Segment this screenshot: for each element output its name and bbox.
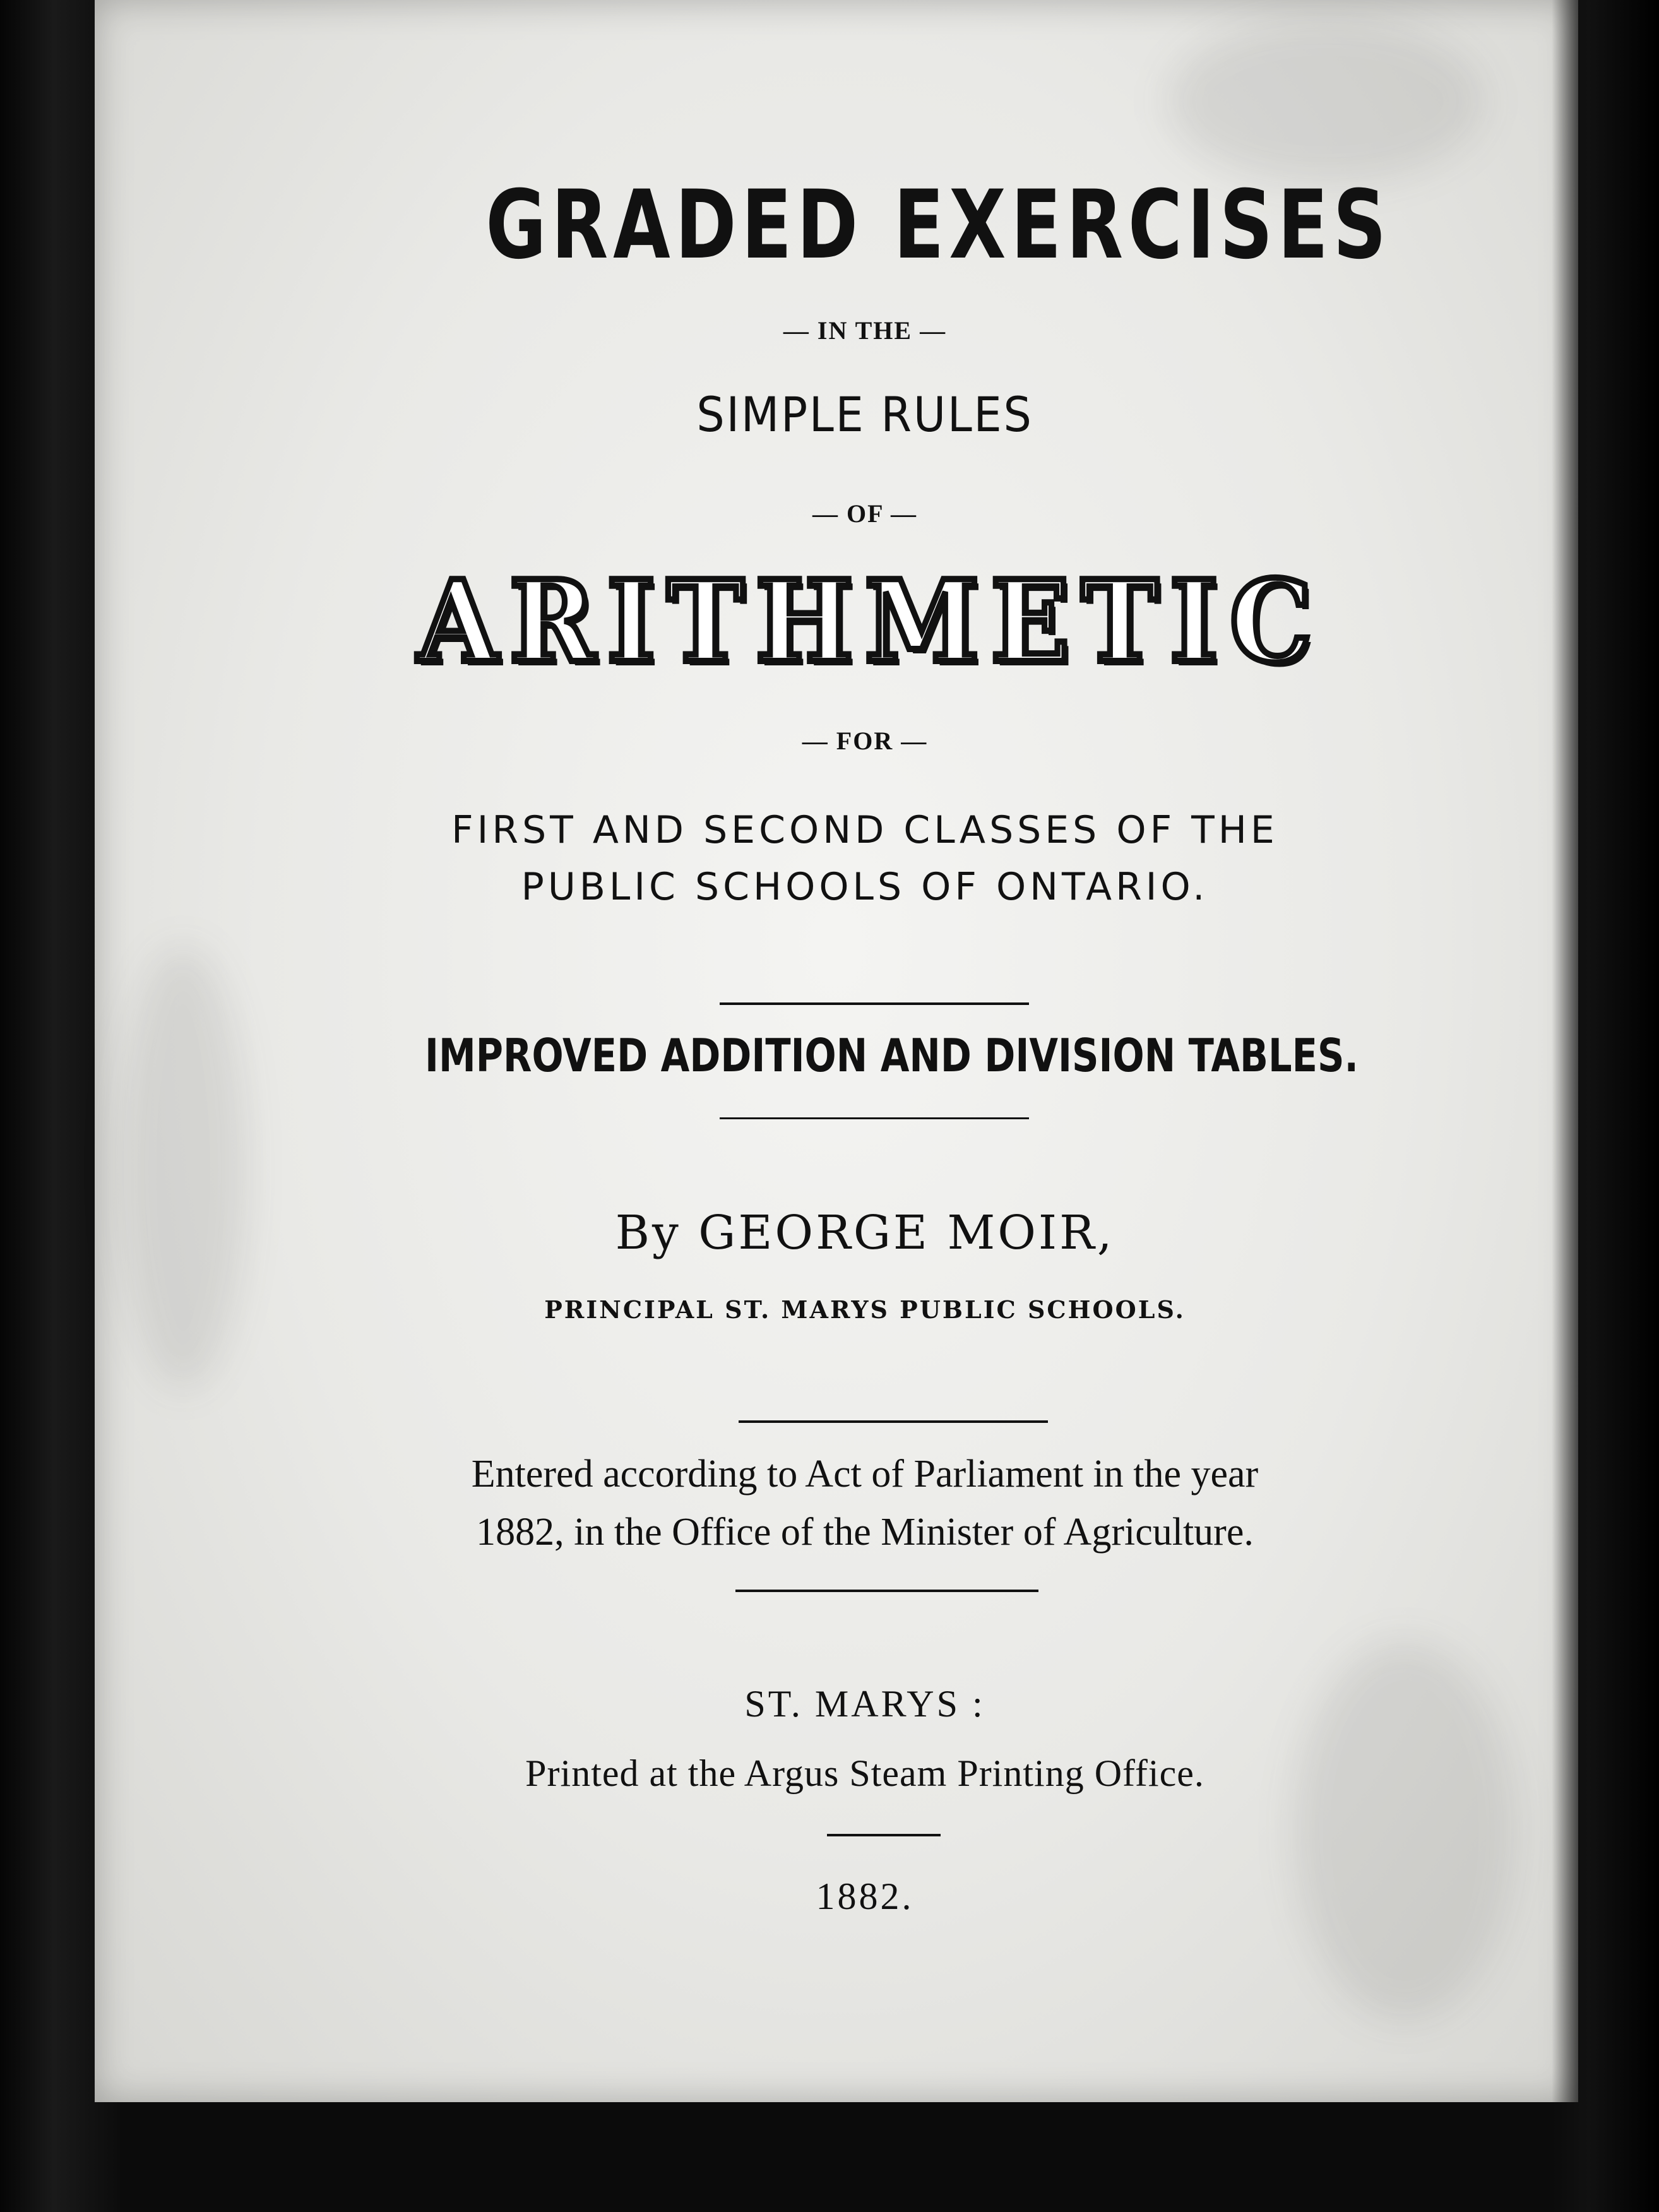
tables-line: IMPROVED ADDITION AND DIVISION TABLES.	[425, 1029, 1359, 1082]
copyright-line-2: 1882, in the Office of the Minister of Agriculture.	[476, 1511, 1254, 1554]
printer-line: Printed at the Argus Steam Printing Office.	[525, 1752, 1204, 1794]
divider-rule	[720, 1002, 1029, 1005]
title-page-content	[379, 0, 1391, 2212]
connector-for: — FOR —	[802, 727, 928, 755]
divider-rule	[735, 1590, 1038, 1592]
connector-in-the: — IN THE —	[783, 316, 947, 345]
divider-rule	[827, 1834, 941, 1836]
book-title: GRADED EXERCISES	[485, 170, 1391, 280]
scan-border-right	[1552, 0, 1659, 2212]
audience-line-1: FIRST AND SECOND CLASSES OF THE	[451, 808, 1278, 852]
stain-decoration	[120, 947, 246, 1389]
book-main-word: ARITHMETIC	[417, 556, 1324, 687]
book-subtitle: SIMPLE RULES	[696, 386, 1033, 443]
connector-of: — OF —	[812, 499, 918, 528]
author-position: PRINCIPAL ST. MARYS PUBLIC SCHOOLS.	[544, 1295, 1186, 1324]
audience-line-2: PUBLIC SCHOOLS OF ONTARIO.	[521, 865, 1209, 909]
publication-year: 1882.	[816, 1876, 914, 1917]
divider-rule	[739, 1420, 1048, 1423]
author-line: By GEORGE MOIR,	[615, 1206, 1115, 1260]
copyright-line-1: Entered according to Act of Parliament in the year	[471, 1453, 1259, 1495]
divider-rule	[720, 1117, 1029, 1119]
place-of-publication: ST. MARYS :	[744, 1683, 985, 1725]
